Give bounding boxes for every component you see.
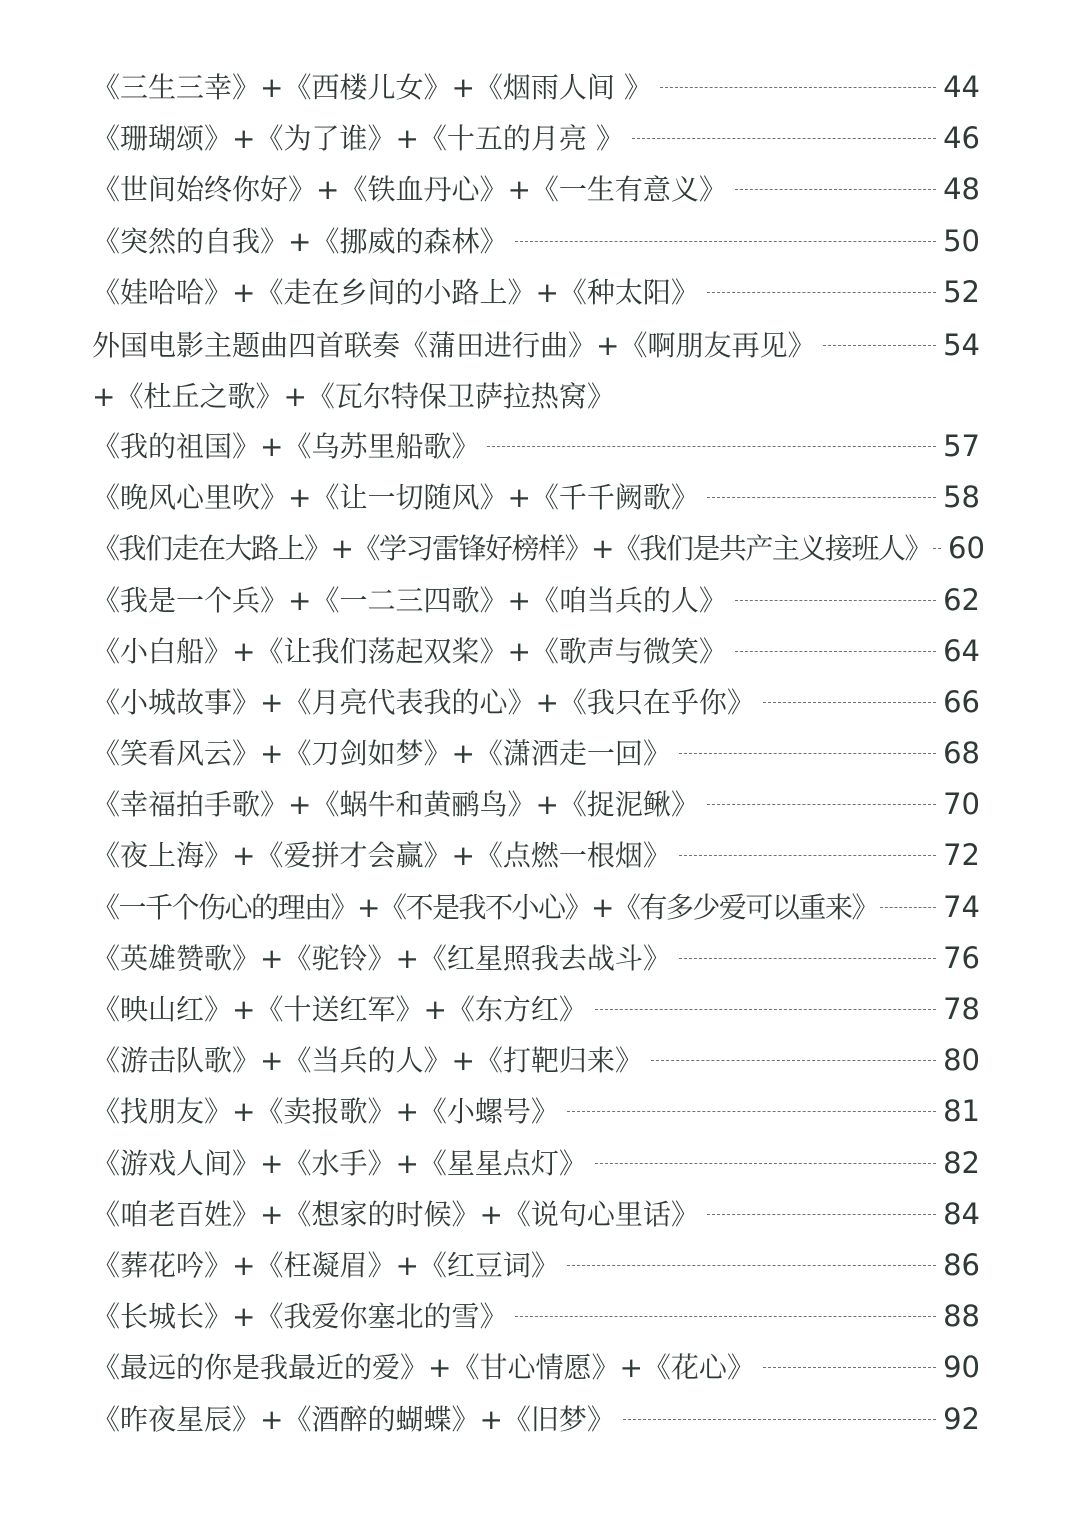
dot-leader [735,651,936,652]
dot-leader [651,1060,936,1061]
toc-entry-page: 54 [943,327,980,362]
dot-leader [595,1009,936,1010]
toc-entry-title: 《珊瑚颂》+《为了谁》+《十五的月亮 》 [92,122,624,156]
dot-leader [567,1265,936,1266]
toc-entry[interactable] [92,1291,980,1342]
toc-entry-title: 《我的祖国》+《乌苏里船歌》 [92,429,480,463]
toc-entry[interactable] [92,575,980,626]
dot-leader [707,292,936,293]
toc-entry-title: 《世间始终你好》+《铁血丹心》+《一生有意义》 [92,173,727,207]
toc-entry[interactable] [92,626,980,677]
toc-entry-page: 86 [943,1247,980,1282]
toc-entry-page: 88 [943,1299,980,1334]
toc-entry-page: 66 [943,684,980,719]
toc-entry-title: 《找朋友》+《卖报歌》+《小螺号》 [92,1095,559,1129]
toc-entry-title: 《小白船》+《让我们荡起双桨》+《歌声与微笑》 [92,634,727,668]
toc-entry[interactable] [92,728,980,779]
toc-entry-title: 《咱老百姓》+《想家的时候》+《说句心里话》 [92,1197,699,1231]
toc-entry-page: 57 [943,428,980,463]
dot-leader [660,87,936,88]
toc-entry[interactable] [92,523,985,574]
dot-leader [735,600,936,601]
toc-entry[interactable] [92,216,980,267]
toc-entry-page: 84 [943,1196,980,1231]
toc-entry-title: 《游戏人间》+《水手》+《星星点灯》 [92,1146,587,1180]
dot-leader [679,855,936,856]
dot-leader [823,345,936,346]
toc-entry-title: 《葬花吟》+《枉凝眉》+《红豆词》 [92,1248,559,1282]
toc-entry-continuation: +《杜丘之歌》+《瓦尔特保卫萨拉热窝》 [92,379,615,413]
toc-entry[interactable] [92,779,980,830]
toc-entry-page: 58 [943,480,980,515]
toc-entry[interactable] [92,1086,980,1137]
toc-entry-title: 《我是一个兵》+《一二三四歌》+《咱当兵的人》 [92,583,727,617]
dot-leader [515,1316,936,1317]
table-of-contents [92,62,985,1445]
toc-entry-page: 44 [943,70,980,104]
toc-entry[interactable] [92,1394,980,1445]
toc-entry-page: 82 [943,1145,980,1180]
toc-entry-title: 《夜上海》+《爱拼才会赢》+《点燃一根烟》 [92,839,671,873]
toc-entry-title: 《笑看风云》+《刀剑如梦》+《潇洒走一回》 [92,737,671,771]
dot-leader [763,1367,936,1368]
toc-entry-title: 《突然的自我》+《挪威的森林》 [92,224,508,258]
toc-entry-page: 46 [943,121,980,156]
toc-entry-title: 《昨夜星辰》+《酒醉的蝴蝶》+《旧梦》 [92,1402,615,1436]
dot-leader [735,189,936,190]
toc-entry-page: 64 [943,633,980,668]
toc-entry[interactable] [92,830,980,881]
dot-leader [595,1163,936,1164]
toc-entry-title: 《我们走在大路上》+《学习雷锋好榜样》+《我们是共产主义接班人》 [92,532,931,566]
toc-entry[interactable] [92,62,980,113]
toc-entry-title: 《一千个伤心的理由》+《不是我不小心》+《有多少爱可以重来》 [92,890,878,924]
toc-entry[interactable] [92,421,980,472]
toc-entry-title: 《娃哈哈》+《走在乡间的小路上》+《种太阳》 [92,275,699,309]
dot-leader [880,907,936,908]
toc-entry-page: 80 [943,1043,980,1078]
toc-entry-page: 68 [943,736,980,771]
toc-entry-title: 《游击队歌》+《当兵的人》+《打靶归来》 [92,1044,643,1078]
toc-entry[interactable] [92,933,980,984]
toc-entry-page: 90 [943,1350,980,1385]
toc-entry-page: 52 [943,274,980,309]
toc-entry[interactable] [92,984,980,1035]
toc-entry-page: 74 [943,889,980,924]
toc-entry-page: 92 [943,1401,980,1436]
toc-entry-title: 《映山红》+《十送红军》+《东方红》 [92,993,587,1026]
toc-entry[interactable] [92,1342,980,1393]
toc-entry-title: 《长城长》+《我爱你塞北的雪》 [92,1300,508,1334]
toc-entry-page: 70 [943,787,980,822]
toc-entry[interactable] [92,882,980,933]
dot-leader [707,1214,936,1215]
toc-entry[interactable] [92,267,980,318]
toc-entry[interactable] [92,1189,980,1240]
toc-entry[interactable] [92,164,980,215]
dot-leader [707,497,936,498]
toc-entry[interactable] [92,1035,980,1086]
dot-leader [623,1419,936,1420]
toc-entry-title: 《幸福拍手歌》+《蜗牛和黄鹂鸟》+《捉泥鳅》 [92,788,699,822]
toc-entry-page: 72 [943,838,980,873]
toc-entry[interactable] [92,1138,980,1189]
dot-leader [487,446,936,447]
dot-leader [707,804,936,805]
dot-leader [679,958,936,959]
dot-leader [933,548,941,549]
toc-entry-page: 60 [948,531,985,566]
toc-entry[interactable] [92,472,980,523]
toc-entry[interactable] [92,677,980,728]
dot-leader [632,138,936,139]
toc-entry-page: 76 [943,940,980,975]
toc-entry-title: 《英雄赞歌》+《驼铃》+《红星照我去战斗》 [92,941,671,975]
toc-entry-page: 62 [943,582,980,617]
toc-entry[interactable] [92,1240,980,1291]
toc-entry-page: 81 [943,1094,980,1129]
toc-entry-title: 《最远的你是我最近的爱》+《甘心情愿》+《花心》 [92,1351,755,1385]
toc-entry[interactable] [92,113,980,164]
dot-leader [567,1111,936,1112]
dot-leader [763,702,936,703]
toc-entry-page: 50 [943,223,980,258]
dot-leader [679,753,936,754]
toc-entry-page: 78 [943,992,980,1026]
toc-entry-title: 《三生三幸》+《西楼儿女》+《烟雨人间 》 [92,71,652,104]
toc-entry-title: 《小城故事》+《月亮代表我的心》+《我只在乎你》 [92,685,755,719]
toc-entry[interactable] [92,318,980,373]
dot-leader [515,241,936,242]
toc-entry-title: 《晚风心里吹》+《让一切随风》+《千千阙歌》 [92,481,699,515]
toc-entry-title: 外国电影主题曲四首联奏《蒲田进行曲》+《啊朋友再见》 [92,328,816,362]
toc-entry-page: 48 [943,172,980,207]
